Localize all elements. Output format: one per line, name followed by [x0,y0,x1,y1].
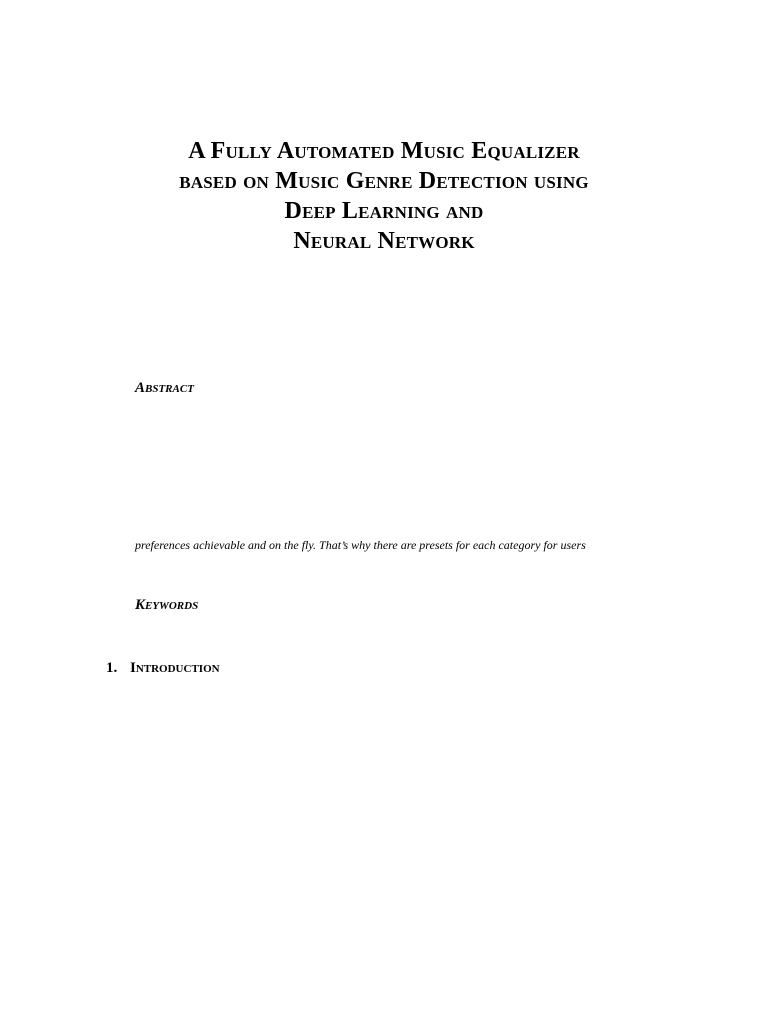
title-line-4: Neural Network [293,228,475,254]
paper-title [0,136,768,256]
title-line-2: based on Music Genre Detection using [179,168,589,194]
title-line-3: Deep Learning and [284,198,484,224]
section-number: 1. [106,660,118,676]
abstract-heading: Abstract [135,380,194,396]
keywords-heading: Keywords [135,597,199,613]
abstract-text: preferences achievable and on the fly. That’s why there are presets for each category for users [135,538,586,552]
section-title: Introduction [130,660,220,676]
title-line-1: A Fully Automated Music Equalizer [188,138,580,164]
section-heading-introduction [106,659,220,677]
